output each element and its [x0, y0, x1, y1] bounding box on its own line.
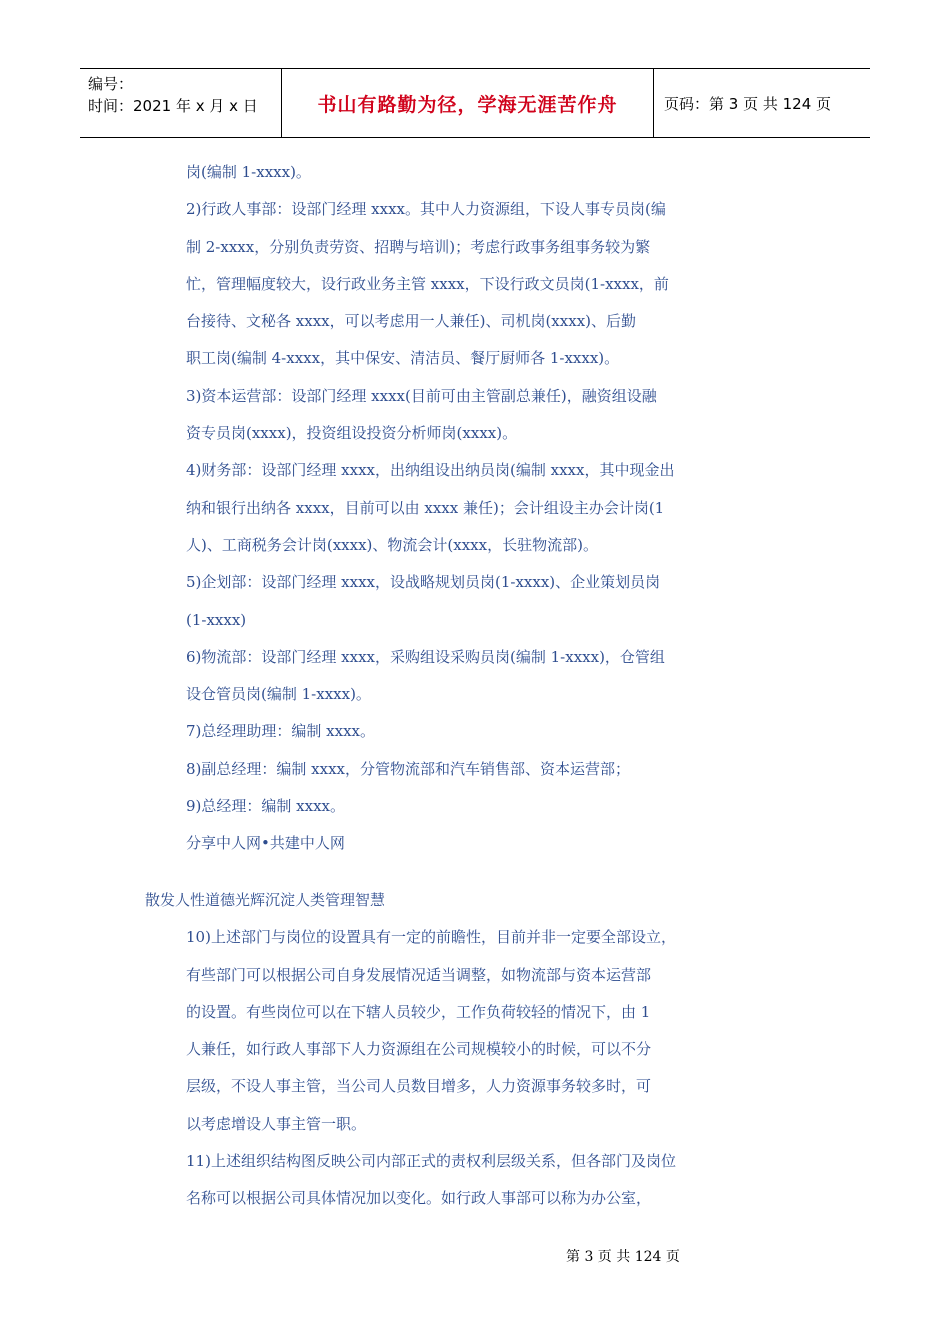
header-page-number: 页码：第 3 页 共 124 页 — [664, 94, 832, 113]
body-line: 8)副总经理：编制 xxxx，分管物流部和汽车销售部、资本运营部； — [186, 759, 631, 778]
body-line: 资专员岗(xxxx)，投资组设投资分析师岗(xxxx)。 — [186, 424, 518, 443]
body-line: (1-xxxx) — [186, 610, 247, 629]
header-page-cell — [654, 69, 870, 137]
body-line: 职工岗(编制 4-xxxx，其中保安、清洁员、餐厅厨师各 1-xxxx)。 — [186, 349, 620, 368]
body-line: 10)上述部门与岗位的设置具有一定的前瞻性，目前并非一定要全部设立， — [186, 928, 676, 947]
body-line: 人)、工商税务会计岗(xxxx)、物流会计(xxxx，长驻物流部)。 — [186, 535, 598, 554]
section-lead-line: 散发人性道德光辉沉淀人类管理智慧 — [145, 891, 386, 909]
body-line: 纳和银行出纳各 xxxx，目前可以由 xxxx 兼任)；会计组设主办会计岗(1 — [186, 498, 665, 517]
body-line: 4)财务部：设部门经理 xxxx，出纳组设出纳员岗(编制 xxxx，其中现金出 — [186, 461, 675, 480]
page-footer: 第 3 页 共 124 页 — [566, 1249, 680, 1265]
body-line: 2)行政人事部：设部门经理 xxxx。其中人力资源组，下设人事专员岗(编 — [186, 200, 666, 219]
header-motto: 书山有路勤为径，学海无涯苦作舟 — [317, 93, 618, 116]
header-meta-cell — [80, 69, 282, 137]
body-line: 7)总经理助理：编制 xxxx。 — [186, 722, 376, 741]
body-line: 名称可以根据公司具体情况加以变化。如行政人事部可以称为办公室， — [186, 1189, 652, 1208]
body-line: 人兼任，如行政人事部下人力资源组在公司规模较小的时候，可以不分 — [186, 1040, 652, 1059]
body-line: 11)上述组织结构图反映公司内部正式的责权利层级关系，但各部门及岗位 — [186, 1152, 676, 1171]
document-number-label: 编号： — [88, 75, 134, 93]
body-line: 设仓管员岗(编制 1-xxxx)。 — [186, 685, 371, 704]
body-line: 5)企划部：设部门经理 xxxx，设战略规划员岗(1-xxxx)、企业策划员岗 — [186, 573, 661, 592]
body-line: 3)资本运营部：设部门经理 xxxx(目前可由主管副总兼任)，融资组设融 — [186, 386, 657, 405]
body-line: 有些部门可以根据公司自身发展情况适当调整，如物流部与资本运营部 — [186, 965, 652, 984]
document-header — [80, 68, 870, 138]
body-line: 层级，不设人事主管，当公司人员数目增多，人力资源事务较多时，可 — [186, 1077, 652, 1096]
body-line: 忙，管理幅度较大，设行政业务主管 xxxx，下设行政文员岗(1-xxxx，前 — [186, 274, 669, 293]
body-text — [186, 154, 746, 863]
body-line: 9)总经理：编制 xxxx。 — [186, 797, 346, 816]
body-section-2 — [145, 882, 745, 1218]
document-date: 时间：2021 年 x 月 x 日 — [88, 97, 258, 115]
header-motto-cell — [282, 69, 654, 137]
body-line: 6)物流部：设部门经理 xxxx，采购组设采购员岗(编制 1-xxxx)，仓管组 — [186, 647, 665, 666]
body-line: 制 2-xxxx，分别负责劳资、招聘与培训)；考虑行政事务组事务较为繁 — [186, 237, 651, 256]
body-line: 分享中人网•共建中人网 — [186, 834, 345, 853]
body-line: 的设置。有些岗位可以在下辖人员较少，工作负荷较轻的情况下，由 1 — [186, 1002, 651, 1021]
body-line: 岗(编制 1-xxxx)。 — [186, 163, 311, 181]
body-line: 台接待、文秘各 xxxx，可以考虑用一人兼任)、司机岗(xxxx)、后勤 — [186, 312, 637, 331]
body-line: 以考虑增设人事主管一职。 — [186, 1114, 367, 1133]
